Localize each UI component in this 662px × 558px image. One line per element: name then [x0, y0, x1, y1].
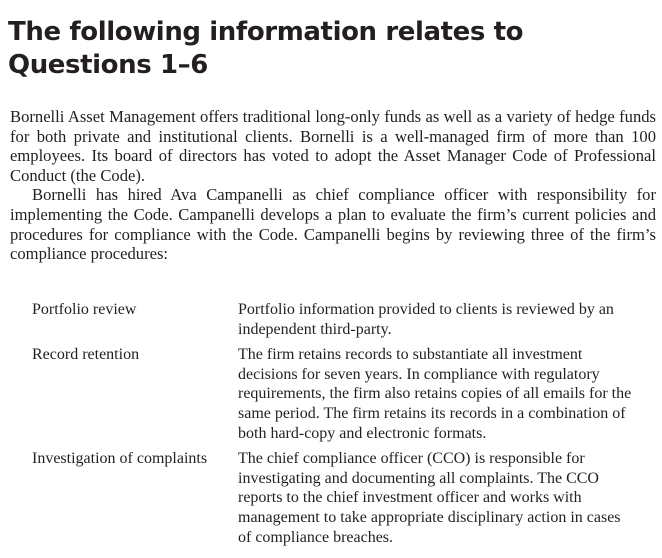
procedure-name: Record retention — [32, 346, 140, 364]
procedure-row-record-retention — [32, 345, 642, 443]
procedure-description: Portfolio information provided to clients is reviewed by an independent third-party. — [238, 301, 614, 338]
procedure-row-portfolio-review — [32, 300, 642, 339]
procedure-description: The chief compliance officer (CCO) is responsible for investigating and documenting all complaints. The CCO reports to the chief investment officer and works with management to take appropriate disciplinary action in cases of compliance breaches. — [238, 450, 621, 546]
body-text — [10, 107, 656, 264]
compliance-procedures-table — [32, 300, 642, 553]
procedure-name: Investigation of complaints — [32, 450, 208, 468]
procedure-name: Portfolio review — [32, 301, 137, 318]
paragraph-intro: Bornelli Asset Management offers traditional long-only funds as well as a variety of hedge funds for both private and institutional clients. Bornelli is a well-managed firm of more than 100 employees. Its board of directors has voted to adopt the Asset Manager Code of Professional Conduct (the Code). — [10, 107, 656, 185]
paragraph-campanelli: Bornelli has hired Ava Campanelli as chief compliance officer with responsibility for implementing the Code. Campanelli develops a plan to evaluate the firm’s current policies and procedures for compliance with the Code. Campanelli begins by reviewing three of the firm’s compliance procedures: — [10, 185, 656, 264]
procedure-description: The firm retains records to substantiate all investment decisions for seven years. In compliance with regulatory requirements, the firm also retains copies of all emails for the same period. The firm retains its records in a combination of both hard-copy and electronic formats. — [238, 346, 632, 442]
procedure-row-investigation-of-complaints — [32, 449, 642, 547]
section-heading: The following information relates to Questions 1–6 — [8, 17, 524, 80]
